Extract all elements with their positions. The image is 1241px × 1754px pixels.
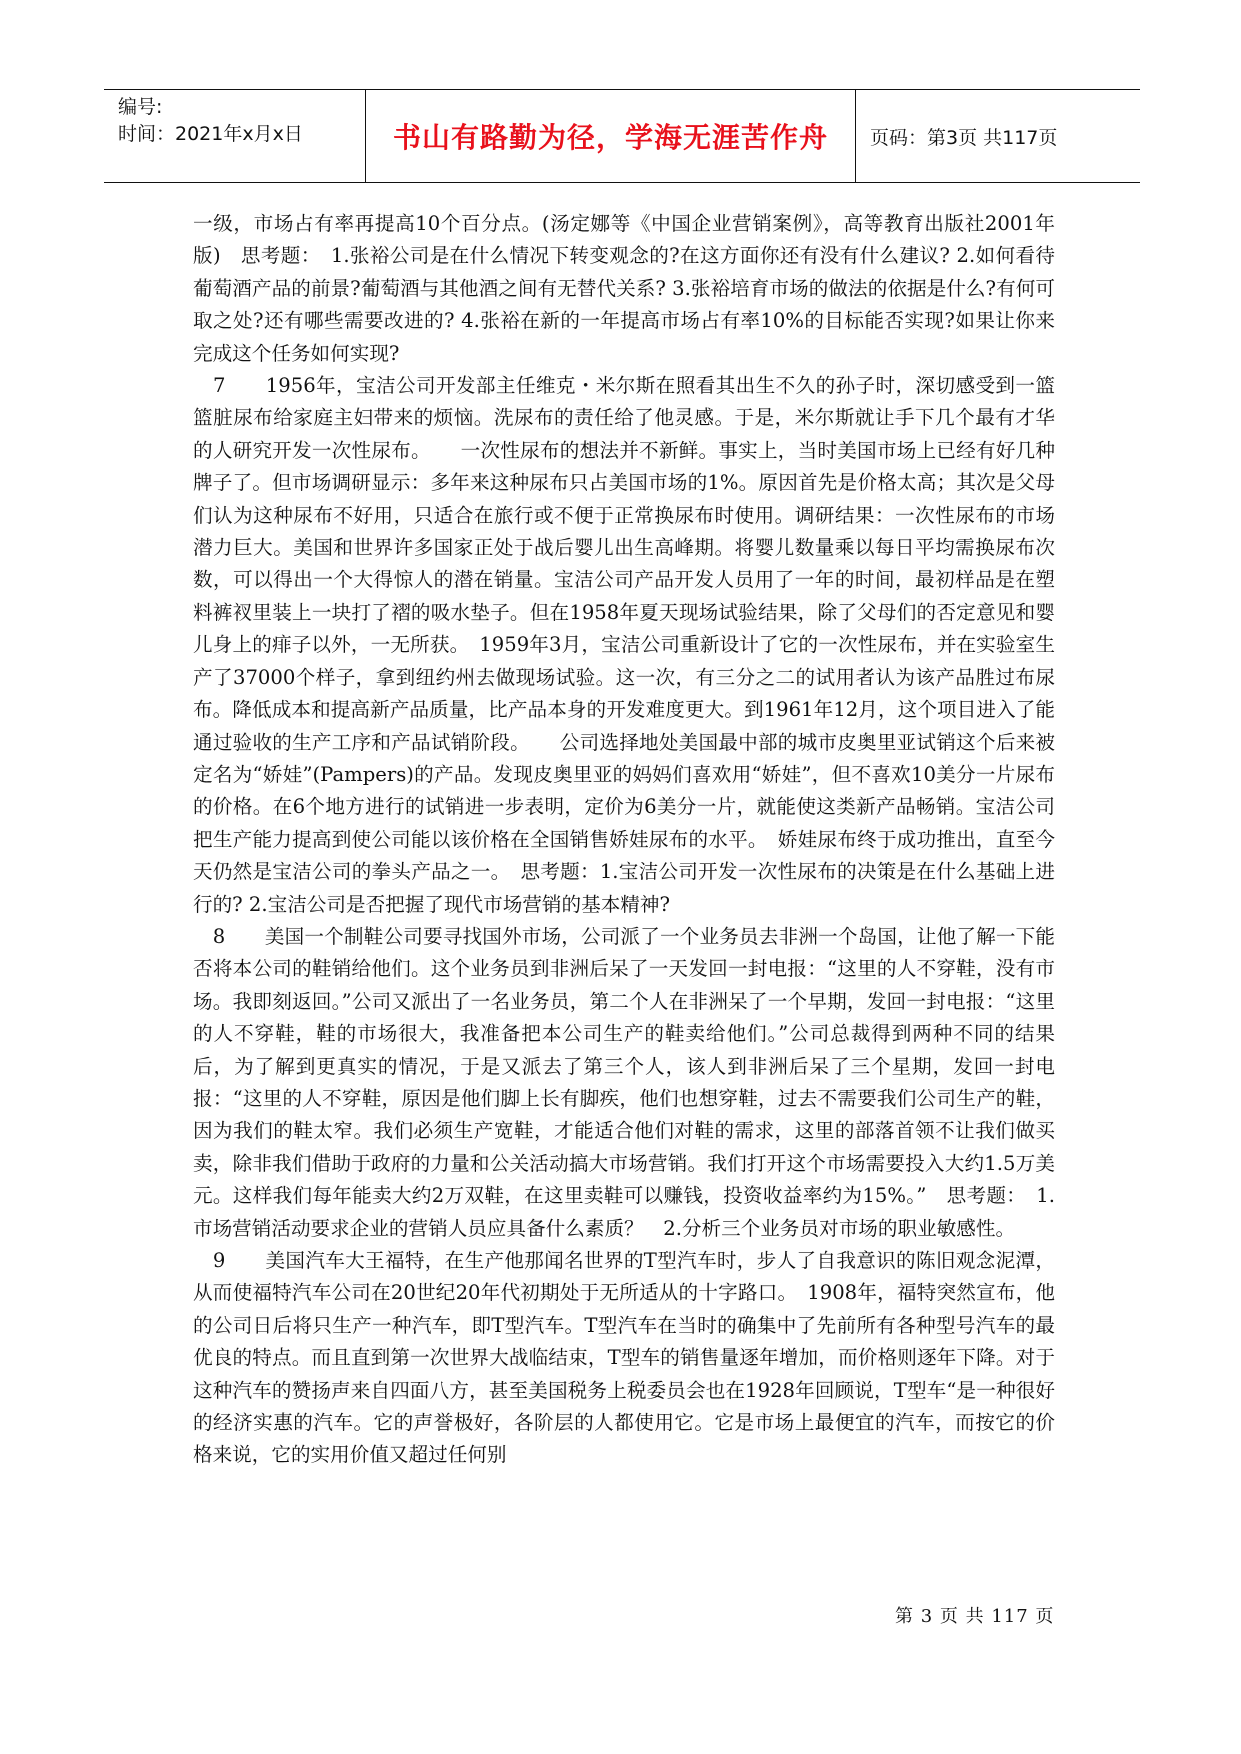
page-footer-number: 第 3 页 共 117 页 bbox=[895, 1606, 1055, 1627]
paragraph-case-9: 9 美国汽车大王福特，在生产他那闻名世界的T型汽车时，步人了自我意识的陈旧观念泥潭，从而使福特汽车公司在20世纪20年代初期处于无所适从的十字路口。 1908年，福特突然宣布，他的公司日后将只生产一种汽车，即T型汽车。T型汽车在当时的确集中了先前所有各种型号汽车的最优良的特点。而且直到第一次世界大战临结束，T型车的销售量逐年增加，而价格则逐年下降。对于这种汽车的赞扬声来自四面八方，甚至美国税务上税委员会也在1928年回顾说，T型车“是一种很好的经济实惠的汽车。它的声誉极好，各阶层的人都使用它。它是市场上最便宜的汽车，而按它的价格来说，它的实用价值又超过任何别 bbox=[193, 1249, 1055, 1467]
paragraph-case-8: 8 美国一个制鞋公司要寻找国外市场，公司派了一个业务员去非洲一个岛国，让他了解一下能否将本公司的鞋销给他们。这个业务员到非洲后呆了一天发回一封电报：“这里的人不穿鞋，没有市场。我即刻返回。”公司又派出了一名业务员，第二个人在非洲呆了一个早期，发回一封电报：“这里的人不穿鞋，鞋的市场很大，我准备把本公司生产的鞋卖给他们。”公司总裁得到两种不同的结果后，为了解到更真实的情况，于是又派去了第三个人，该人到非洲后呆了三个星期，发回一封电报：“这里的人不穿鞋，原因是他们脚上长有脚疾，他们也想穿鞋，过去不需要我们公司生产的鞋，因为我们的鞋太窄。我们必须生产宽鞋，才能适合他们对鞋的需求，这里的部落首领不让我们做买卖，除非我们借助于政府的力量和公关活动搞大市场营销。我们打开这个市场需要投入大约1.5万美元。这样我们每年能卖大约2万双鞋，在这里卖鞋可以赚钱，投资收益率约为15%。” 思考题： 1.市场营销活动要求企业的营销人员应具备什么素质？ 2.分析三个业务员对市场的职业敏感性。 bbox=[193, 924, 1055, 1240]
header-page-code: 页码：第3页 共117页 bbox=[870, 126, 1058, 149]
header-motto: 书山有路勤为径，学海无涯苦作舟 bbox=[366, 90, 856, 182]
document-time-label: 时间：2021年x月x日 bbox=[118, 123, 303, 145]
header-meta bbox=[104, 90, 366, 182]
page-header bbox=[104, 89, 1140, 183]
document-body bbox=[193, 208, 1055, 1472]
paragraph-continuation: 一级，市场占有率再提高10个百分点。(汤定娜等《中国企业营销案例》，高等教育出版社2001年版) 思考题： 1.张裕公司是在什么情况下转变观念的?在这方面你还有没有什么建议? 2.如何看待葡萄酒产品的前景?葡萄酒与其他酒之间有无替代关系? 3.张裕培育市场的做法的依据是什么?有何可取之处?还有哪些需要改进的? 4.张裕在新的一年提高市场占有率10%的目标能否实现?如果让你来完成这个任务如何实现? bbox=[193, 212, 1055, 365]
document-number-label: 编号: bbox=[118, 96, 163, 118]
paragraph-case-7: 7 1956年，宝洁公司开发部主任维克・米尔斯在照看其出生不久的孙子时，深切感受到一篮篮脏尿布给家庭主妇带来的烦恼。洗尿布的责任给了他灵感。于是，米尔斯就让手下几个最有才华的人研究开发一次性尿布。 一次性尿布的想法并不新鲜。事实上，当时美国市场上已经有好几种牌子了。但市场调研显示：多年来这种尿布只占美国市场的1%。原因首先是价格太高；其次是父母们认为这种尿布不好用，只适合在旅行或不便于正常换尿布时使用。调研结果：一次性尿布的市场潜力巨大。美国和世界许多国家正处于战后婴儿出生高峰期。将婴儿数量乘以每日平均需换尿布次数，可以得出一个大得惊人的潜在销量。宝洁公司产品开发人员用了一年的时间，最初样品是在塑料裤衩里装上一块打了褶的吸水垫子。但在1958年夏天现场试验结果，除了父母们的否定意见和婴儿身上的痱子以外，一无所获。 1959年3月，宝洁公司重新设计了它的一次性尿布，并在实验室生产了37000个样子，拿到纽约州去做现场试验。这一次，有三分之二的试用者认为该产品胜过布尿布。降低成本和提高新产品质量，比产品本身的开发难度更大。到1961年12月，这个项目进入了能通过验收的生产工序和产品试销阶段。 公司选择地处美国最中部的城市皮奥里亚试销这个后来被定名为“娇娃”(Pampers)的产品。发现皮奥里亚的妈妈们喜欢用“娇娃”，但不喜欢10美分一片尿布的价格。在6个地方进行的试销进一步表明，定价为6美分一片，就能使这类新产品畅销。宝洁公司把生产能力提高到使公司能以该价格在全国销售娇娃尿布的水平。 娇娃尿布终于成功推出，直至今天仍然是宝洁公司的拳头产品之一。 思考题：1.宝洁公司开发一次性尿布的决策是在什么基础上进行的? 2.宝洁公司是否把握了现代市场营销的基本精神? bbox=[193, 374, 1055, 916]
